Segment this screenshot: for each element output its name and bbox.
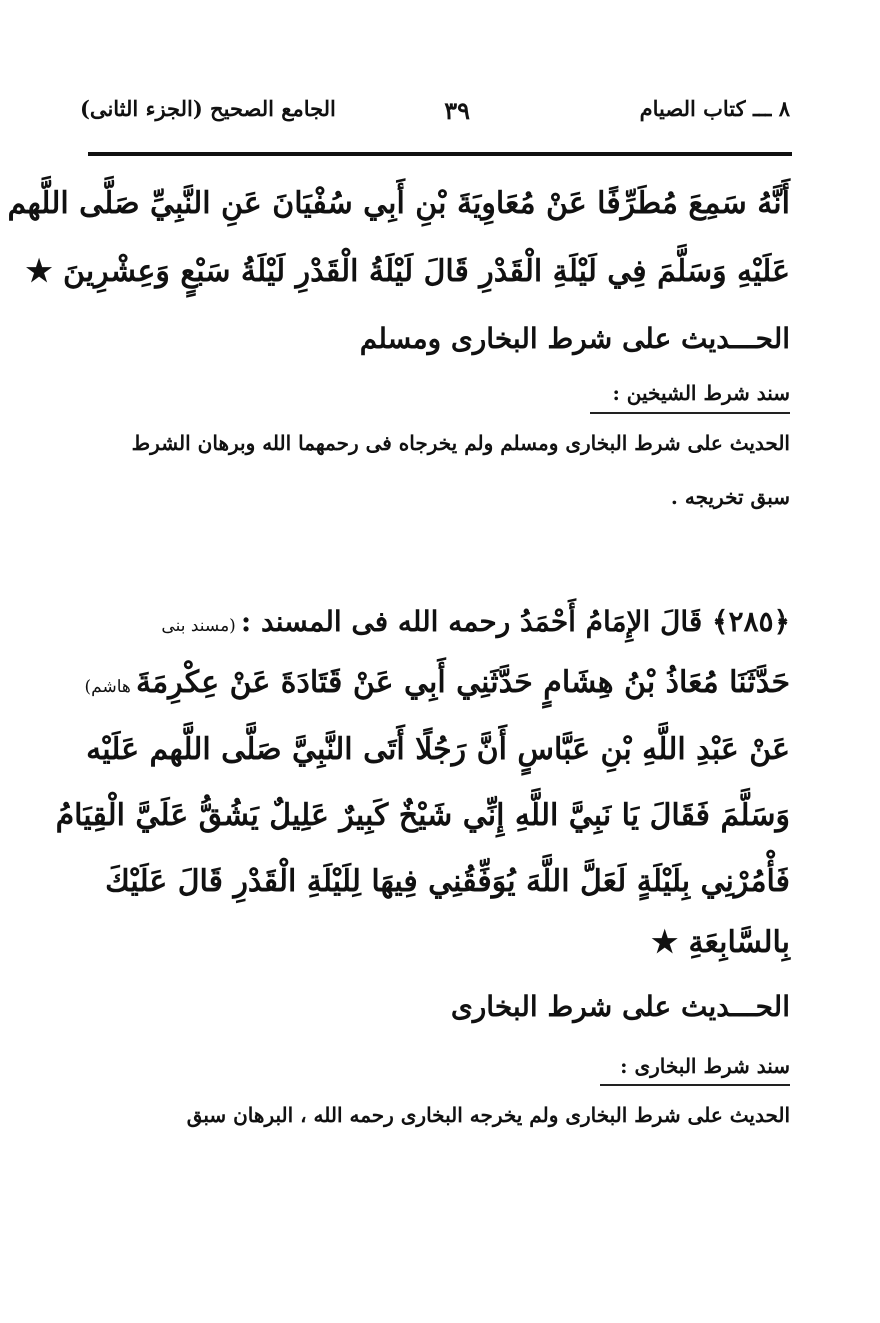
hadith-ruling: الحـــديث على شرط البخارى [450, 990, 790, 1023]
header-rule [88, 152, 792, 156]
hadith-intro [90, 605, 790, 649]
hadith-text-line: وَسَلَّمَ فَقَالَ يَا نَبِيَّ اللَّهِ إِنِّي شَيْخٌ كَبِيرٌ عَلِيلٌ يَشُقُّ عَلَيَّ الْقِيَامُ [55, 798, 790, 833]
subheading-underline [590, 412, 790, 414]
chapter-title: ٨ ـــ كتاب الصيام [639, 96, 790, 121]
hadith-ruling: الحـــديث على شرط البخارى ومسلم [359, 322, 790, 355]
subheading-underline [600, 1084, 790, 1086]
musnad-note: (مسند بنى [161, 616, 236, 636]
chain-subheading: سند شرط الشيخين : [612, 381, 790, 405]
commentary-line: الحديث على شرط البخارى ولم يخرجه البخارى رحمه الله ، البرهان سبق [186, 1103, 790, 1127]
commentary-line: سبق تخريجه . [670, 485, 790, 509]
book-title: الجامع الصحيح (الجزء الثانى) [80, 96, 336, 121]
hadith-text-line: عَنْ عَبْدِ اللَّهِ بْنِ عَبَّاسٍ أَنَّ رَجُلًا أَتَى النَّبِيَّ صَلَّى اللَّهم عَلَيْه [86, 732, 790, 767]
chain-subheading: سند شرط البخارى : [620, 1054, 790, 1078]
page-number: ٣٩ [444, 96, 470, 125]
hadith-text-line: فَأْمُرْنِي بِلَيْلَةٍ لَعَلَّ اللَّهَ يُوَفِّقُنِي فِيهَا لِلَيْلَةِ الْقَدْرِ قَالَ عَلَيْكَ [105, 864, 790, 899]
hadith-text-line: عَلَيْهِ وَسَلَّمَ فِي لَيْلَةِ الْقَدْرِ قَالَ لَيْلَةُ الْقَدْرِ لَيْلَةُ سَبْعٍ وَعِشْرِينَ ★ [25, 254, 790, 289]
hadith-text-line-first [84, 665, 790, 701]
hadith-text: حَدَّثَنَا مُعَاذُ بْنُ هِشَامٍ حَدَّثَنِي أَبِي عَنْ قَتَادَةَ عَنْ عِكْرِمَةَ [135, 665, 790, 700]
commentary-line: الحديث على شرط البخارى ومسلم ولم يخرجاه فى رحمهما الله وبرهان الشرط [131, 431, 790, 455]
running-header [80, 96, 790, 136]
hadith-intro-main: ﴿٢٨٥﴾ قَالَ الإِمَامُ أَحْمَدُ رحمه الله فى المسند : [240, 605, 790, 638]
hadith-text-line: أَنَّهُ سَمِعَ مُطَرِّفًا عَنْ مُعَاوِيَةَ بْنِ أَبِي سُفْيَانَ عَنِ النَّبِيِّ صَلَّى اللَّهم [7, 186, 790, 221]
hadith-text-line: بِالسَّابِعَةِ ★ [651, 925, 790, 960]
musnad-note-end: هاشم) [84, 677, 131, 697]
